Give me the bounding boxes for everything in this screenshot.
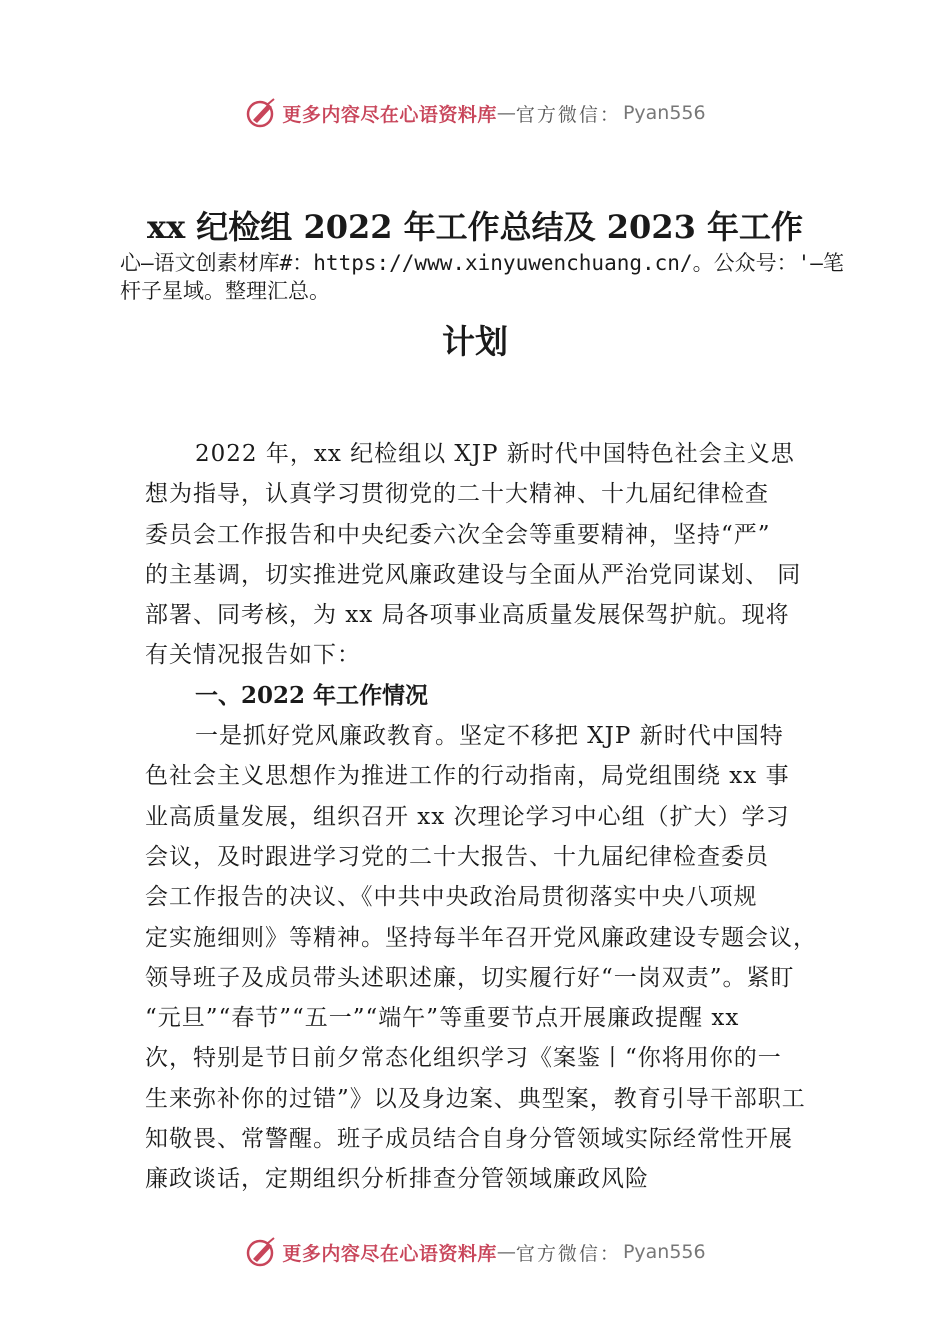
body-line: 廉政谈话，定期组织分析排查分管领域廉政风险: [145, 1166, 649, 1193]
pen-quill-seal-icon: [244, 1235, 278, 1269]
body-line: 想为指导，认真学习贯彻党的二十大精神、十九届纪律检查: [145, 481, 769, 508]
document-title-line2: 计划: [442, 322, 508, 361]
body-line: 知敬畏、常警醒。班子成员结合自身分管领域实际经常性开展: [145, 1126, 793, 1153]
body-line: 领导班子及成员带头述职述廉，切实履行好“一岗双责”。紧盯: [145, 964, 795, 991]
body-line: 部署、同考核，为 xx 局各项事业高质量发展保驾护航。现将: [145, 602, 790, 629]
watermark-gray-text: 官方微信：: [515, 1242, 621, 1265]
document-body: [145, 434, 835, 1200]
watermark-gray-text: 官方微信：: [515, 103, 621, 126]
watermark-footer: [0, 1232, 950, 1272]
document-title-line1: xx 纪检组 2022 年工作总结及 2023 年工作: [147, 208, 803, 246]
body-line: 有关情况报告如下：: [145, 642, 361, 669]
body-line: 2022 年，xx 纪检组以 XJP 新时代中国特色社会主义思: [195, 441, 795, 467]
body-line: 会议，及时跟进学习党的二十大报告、十九届纪律检查委员: [145, 843, 769, 870]
watermark-wechat-id: Pyan556: [622, 1241, 706, 1263]
watermark-dash: —: [496, 102, 516, 124]
body-line: 色社会主义思想作为推进工作的行动指南，局党组围绕 xx 事: [145, 763, 790, 790]
body-line: 会工作报告的决议、《中共中央政治局贯彻落实中央八项规: [145, 884, 758, 911]
pen-quill-seal-icon: [244, 96, 278, 130]
source-note: 心—语文创素材库#：https://www.xinyuwenchuang.cn/。公众号：'—笔杆子星域。整理汇总。: [120, 251, 844, 303]
body-line: 业高质量发展，组织召开 xx 次理论学习中心组（扩大）学习: [145, 803, 790, 830]
body-line: “元旦”“春节”“五一”“端午”等重要节点开展廉政提醒 xx: [145, 1005, 740, 1032]
body-line: 次，特别是节日前夕常态化组织学习《案鉴丨“你将用你的一: [145, 1045, 782, 1072]
watermark-header: [0, 93, 950, 133]
body-line: 定实施细则》等精神。坚持每半年召开党风廉政建设专题会议，: [145, 924, 817, 951]
watermark-red-text: 更多内容尽在心语资料库: [282, 103, 497, 126]
body-line: 的主基调，切实推进党风廉政建设与全面从严治党同谋划、 同: [145, 561, 802, 588]
watermark-wechat-id: Pyan556: [622, 102, 706, 124]
body-line: 一是抓好党风廉政教育。坚定不移把 XJP 新时代中国特: [195, 723, 784, 750]
watermark-dash: —: [496, 1241, 516, 1263]
body-line: 委员会工作报告和中央纪委六次全会等重要精神，坚持“严”: [145, 521, 771, 548]
body-line: 生来弥补你的过错”》以及身边案、典型案，教育引导干部职工: [145, 1085, 806, 1112]
section-heading: 一、2022 年工作情况: [195, 681, 429, 709]
watermark-red-text: 更多内容尽在心语资料库: [282, 1242, 497, 1265]
